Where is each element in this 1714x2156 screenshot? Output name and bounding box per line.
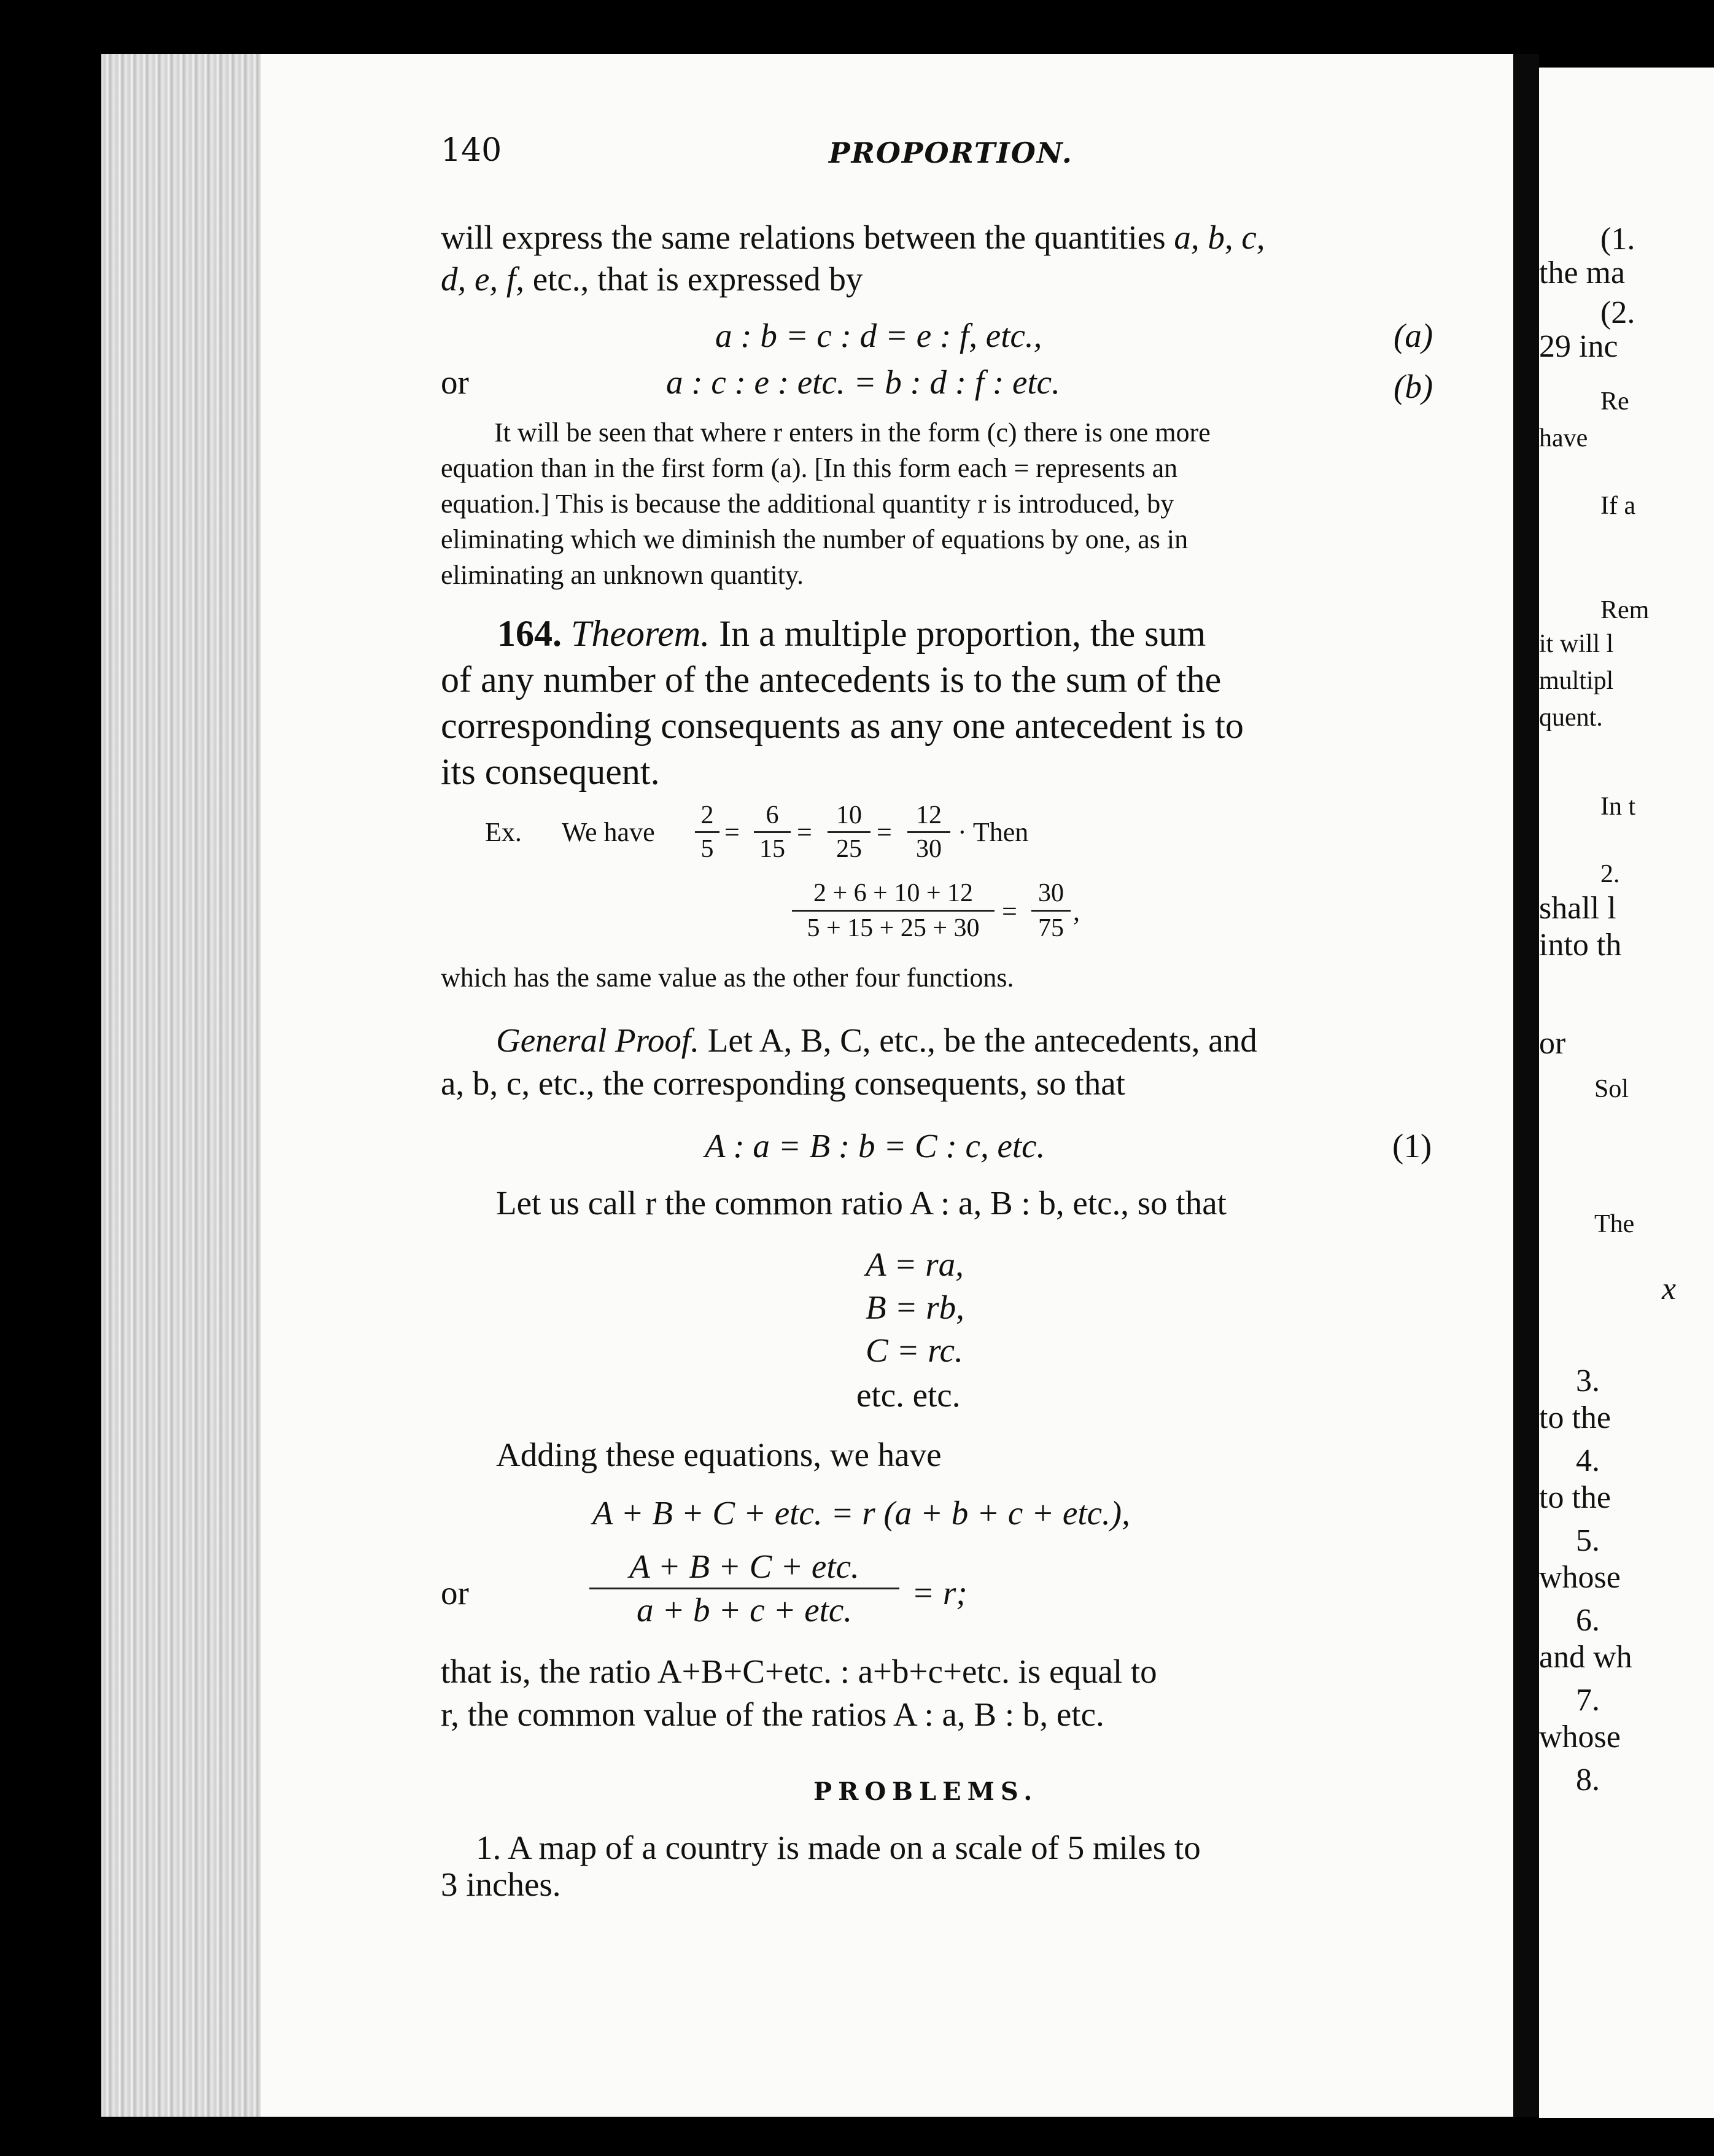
right-fragment: (2. <box>1600 295 1635 330</box>
proof-label: General Proof. <box>496 1022 699 1059</box>
theorem-label: Theorem. <box>571 613 710 654</box>
example-label: Ex. <box>485 817 522 847</box>
right-fragment: to the <box>1539 1400 1611 1435</box>
system-line: C = rc. <box>866 1332 963 1369</box>
intro-line-2: d, e, f, etc., that is expressed by <box>441 260 863 298</box>
right-fragment: x <box>1662 1271 1677 1306</box>
equation-a-label: (a) <box>1394 317 1433 354</box>
intro-line-1: will express the same relations between the quantities a, b, c, <box>441 219 1265 256</box>
theorem-line: of any number of the antecedents is to the sum of the <box>441 659 1222 700</box>
page-edges <box>101 54 261 2117</box>
system-line: A = ra, <box>866 1246 964 1283</box>
that-is-line: r, the common value of the ratios A : a, B : b, etc. <box>441 1696 1104 1733</box>
right-fragment: have <box>1539 424 1588 452</box>
result-fraction: $\frac{30}{75}$ <box>1031 877 1071 945</box>
that-is-line: that is, the ratio A+B+C+etc. : a+b+c+etc. is equal to <box>441 1653 1157 1690</box>
then-text: · Then <box>958 817 1029 847</box>
theorem-line: its consequent. <box>441 751 660 792</box>
or-label: or <box>441 1574 469 1611</box>
proof-line-2: a, b, c, etc., the corresponding consequents, so that <box>441 1064 1125 1102</box>
ratio-equals-r: = r; <box>912 1574 968 1611</box>
right-fragment: shall l <box>1539 891 1616 926</box>
note-line: It will be seen that where r enters in the form (c) there is one more <box>494 417 1211 448</box>
right-fragment: 2. <box>1600 860 1620 888</box>
right-fragment: 5. <box>1576 1523 1600 1558</box>
result-comma: , <box>1073 896 1080 926</box>
right-fragment: into th <box>1539 928 1622 963</box>
equation-1: A : a = B : b = C : c, etc. <box>705 1127 1045 1165</box>
system-line: B = rb, <box>866 1289 964 1326</box>
right-fragment: (1. <box>1600 222 1635 257</box>
right-fragment: 4. <box>1576 1443 1600 1478</box>
problem-1-line-1: 1. A map of a country is made on a scale of 5 miles to <box>476 1829 1201 1866</box>
right-fragment: If a <box>1600 492 1636 520</box>
right-fragment: 29 inc <box>1539 329 1618 364</box>
note-line: equation.] This is because the additional quantity r is introduced, by <box>441 489 1174 519</box>
theorem-number: 164. <box>497 613 562 654</box>
intro-vars-2: d, e, f, <box>441 260 524 298</box>
note-line: eliminating which we diminish the number of equations by one, as in <box>441 524 1189 554</box>
right-page <box>1539 68 1714 2118</box>
right-fragment: The <box>1594 1210 1635 1238</box>
equation-1-label: (1) <box>1392 1127 1432 1165</box>
problems-heading: PROBLEMS. <box>813 1777 1039 1806</box>
right-fragment: to the <box>1539 1480 1611 1515</box>
equation-b: a : c : e : etc. = b : d : f : etc. <box>666 363 1060 401</box>
example-conclusion: which has the same value as the other four functions. <box>441 963 1014 993</box>
right-fragment: Sol <box>1594 1075 1629 1103</box>
let-r-line: Let us call r the common ratio A : a, B : b, etc., so that <box>496 1184 1227 1222</box>
page-number: 140 <box>441 132 502 169</box>
equals-sign: = <box>1002 896 1017 926</box>
right-fragment: 8. <box>1576 1762 1600 1797</box>
we-have-text: We have <box>562 817 655 847</box>
fraction: $\frac{12}{30}$ <box>907 799 950 865</box>
or-label: or <box>441 363 469 401</box>
fraction: $\frac{6}{15}$ <box>754 799 791 865</box>
intro-vars-1: a, b, c, <box>1174 219 1265 256</box>
right-fragment: 7. <box>1576 1683 1600 1718</box>
sum-fraction: $\frac{2 + 6 + 10 + 12}{5 + 15 + 25 + 30}$ <box>792 877 995 945</box>
book-gutter <box>1513 54 1539 2117</box>
right-fragment: it will l <box>1539 630 1614 658</box>
sum-equation: A + B + C + etc. = r (a + b + c + etc.), <box>592 1494 1130 1532</box>
system-etc: etc. etc. <box>856 1376 961 1414</box>
note-line: equation than in the first form (a). [In this form each = represents an <box>441 453 1178 483</box>
right-fragment: whose <box>1539 1560 1621 1595</box>
right-fragment: quent. <box>1539 704 1603 732</box>
equals-sign: = <box>724 817 740 847</box>
right-fragment: 6. <box>1576 1603 1600 1638</box>
equation-a: a : b = c : d = e : f, etc., <box>715 317 1042 354</box>
right-fragment: or <box>1539 1026 1566 1061</box>
right-fragment: the ma <box>1539 255 1626 290</box>
theorem-line: corresponding consequents as any one antecedent is to <box>441 705 1244 746</box>
adding-line: Adding these equations, we have <box>496 1436 942 1473</box>
right-fragment: multipl <box>1539 667 1614 695</box>
theorem-line-1: 164. Theorem. In a multiple proportion, the sum <box>497 613 1206 654</box>
right-fragment: Rem <box>1600 596 1650 624</box>
right-fragment: whose <box>1539 1720 1621 1755</box>
running-title: PROPORTION. <box>829 136 1073 169</box>
right-fragment: and wh <box>1539 1640 1632 1675</box>
equation-b-label: (b) <box>1394 368 1433 405</box>
right-fragment: In t <box>1600 793 1636 821</box>
problem-1-line-2: 3 inches. <box>441 1866 561 1903</box>
equals-sign: = <box>877 817 892 847</box>
right-fragment: 3. <box>1576 1363 1600 1398</box>
fraction: $\frac{2}{5}$ <box>695 799 719 865</box>
right-fragment: Re <box>1600 387 1629 416</box>
equals-sign: = <box>797 817 812 847</box>
ratio-fraction: A + B + C + etc. a + b + c + etc. <box>589 1546 899 1631</box>
fraction: $\frac{10}{25}$ <box>828 799 871 865</box>
note-line: eliminating an unknown quantity. <box>441 560 804 590</box>
proof-line-1: General Proof. Let A, B, C, etc., be the antecedents, and <box>496 1022 1257 1059</box>
